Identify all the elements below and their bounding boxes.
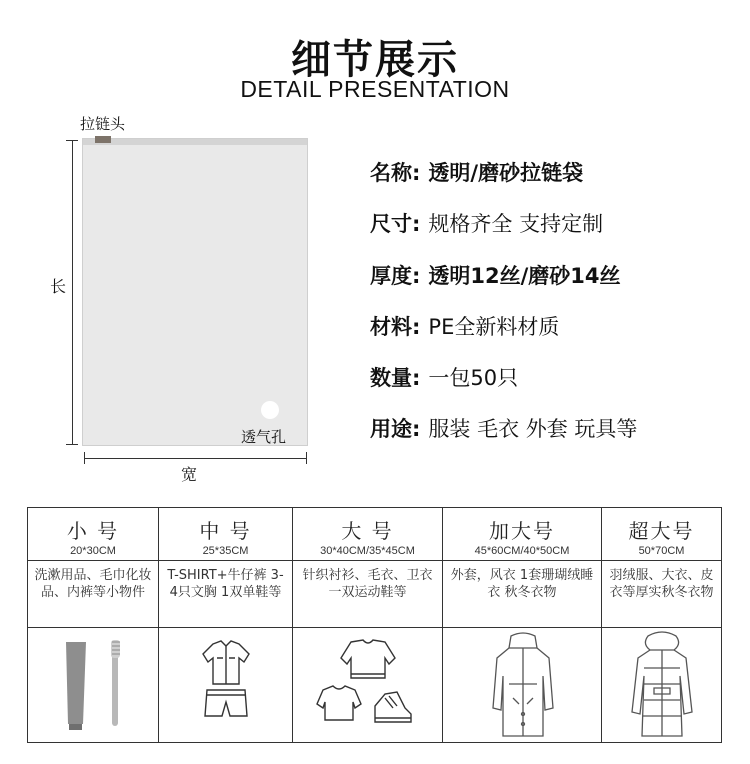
size-medium-illustration <box>159 628 293 743</box>
spec-size <box>370 208 603 238</box>
usage-text: 针织衬衫、毛衣、卫衣 一双运动鞋等 <box>302 568 433 600</box>
toiletries-icon <box>28 628 159 742</box>
width-label: 宽 <box>181 465 198 484</box>
spec-key: 名称: <box>370 161 421 185</box>
page-title: 细节展示 <box>291 37 459 83</box>
size-medium-usage <box>159 561 293 628</box>
size-usage-row <box>28 561 722 628</box>
spec-value: 规格齐全 支持定制 <box>428 212 604 236</box>
shirt-shorts-icon <box>159 628 293 742</box>
size-name: 超大号 <box>628 519 695 543</box>
size-xl-usage <box>443 561 602 628</box>
size-xl-illustration <box>443 628 602 743</box>
spec-value: 透明/磨砂拉链袋 <box>428 161 584 185</box>
spec-key: 尺寸: <box>370 212 421 236</box>
spec-value: PE全新料材质 <box>428 315 560 339</box>
size-xxl-illustration <box>602 628 722 743</box>
size-large-illustration <box>293 628 443 743</box>
size-header-row <box>28 508 722 561</box>
zipper-head-label: 拉链头 <box>80 115 126 133</box>
size-name: 中 号 <box>199 519 252 543</box>
size-dims: 50*70CM <box>638 545 685 557</box>
spec-value: 服装 毛衣 外套 玩具等 <box>428 417 638 441</box>
spec-quantity <box>370 362 518 392</box>
spec-key: 用途: <box>370 417 421 441</box>
usage-text: 外套，风衣 1套珊瑚绒睡衣 秋冬衣物 <box>450 568 594 600</box>
vent-hole-label: 透气孔 <box>241 428 287 446</box>
sweater-sneaker-icon <box>293 628 443 742</box>
spec-name <box>370 157 583 187</box>
width-left-cap <box>84 452 85 464</box>
spec-value: 一包50只 <box>428 366 519 390</box>
width-dimension-line <box>84 458 306 459</box>
length-bottom-cap <box>66 444 78 445</box>
size-xxl-header <box>602 508 722 561</box>
spec-value: 透明12丝/磨砂14丝 <box>428 264 621 288</box>
size-dims: 25*35CM <box>202 545 249 557</box>
usage-text: 洗漱用品、毛巾化妆品、内裤等小物件 <box>34 568 152 600</box>
size-dims: 30*40CM/35*45CM <box>320 545 415 557</box>
spec-usage <box>370 413 637 443</box>
spec-key: 厚度: <box>370 264 421 288</box>
size-xl-header <box>443 508 602 561</box>
zipper-strip <box>83 139 307 145</box>
length-top-cap <box>66 140 78 141</box>
down-jacket-icon <box>602 628 722 742</box>
size-dims: 45*60CM/40*50CM <box>474 545 570 557</box>
spec-key: 材料: <box>370 315 421 339</box>
size-name: 加大号 <box>489 519 555 543</box>
size-table <box>27 507 722 743</box>
size-medium-header <box>159 508 293 561</box>
size-xxl-usage <box>602 561 722 628</box>
zipper-head <box>95 136 111 143</box>
usage-text: T-SHIRT+牛仔裤 3-4只文胸 1双单鞋等 <box>167 568 284 600</box>
size-small-illustration <box>28 628 159 743</box>
vent-hole <box>261 401 279 419</box>
length-label: 长 <box>50 277 67 296</box>
length-dimension-line <box>72 140 73 444</box>
width-right-cap <box>306 452 307 464</box>
size-large-usage <box>293 561 443 628</box>
spec-material <box>370 311 559 341</box>
size-small-header <box>28 508 159 561</box>
usage-text: 羽绒服、大衣、皮衣等厚实秋冬衣物 <box>609 568 714 600</box>
page-subtitle: DETAIL PRESENTATION <box>240 76 510 102</box>
size-illustration-row <box>28 628 722 743</box>
size-dims: 20*30CM <box>70 545 116 557</box>
size-name: 大 号 <box>341 519 394 543</box>
spec-thickness <box>370 260 621 290</box>
bag-diagram <box>82 138 308 446</box>
size-small-usage <box>28 561 159 628</box>
spec-key: 数量: <box>370 366 421 390</box>
size-large-header <box>293 508 443 561</box>
coat-icon <box>443 628 602 742</box>
size-name: 小 号 <box>66 519 120 543</box>
